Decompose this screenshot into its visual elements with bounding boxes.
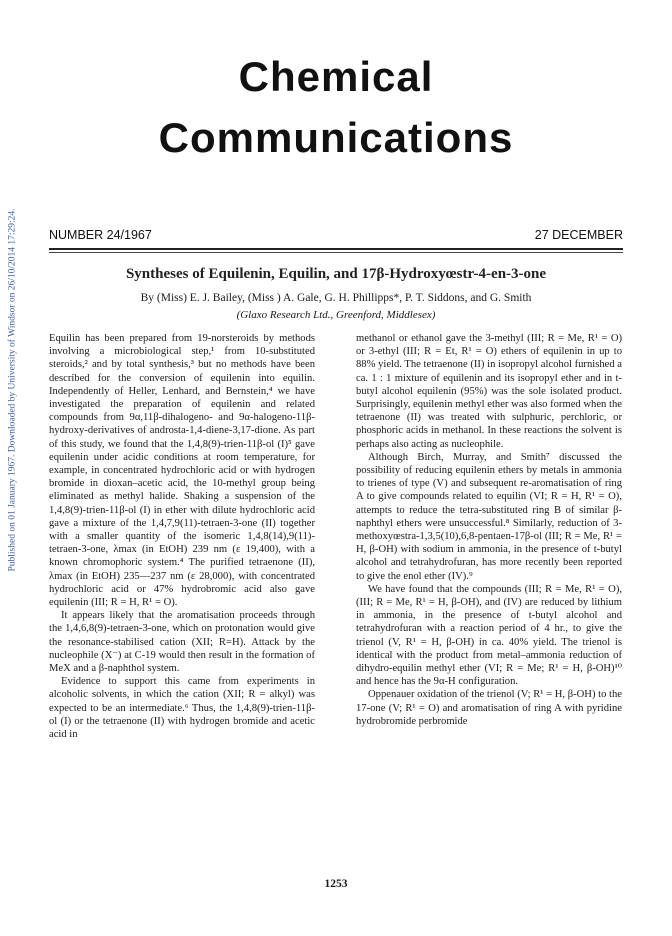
issue-number: NUMBER 24/1967 [49, 228, 152, 242]
article-title: Syntheses of Equilenin, Equilin, and 17β-Hydroxyœstr-4-en-3-one [125, 266, 547, 282]
paragraph: We have found that the compounds (III; R = Me, R¹ = O), (III; R = Me, R¹ = H, β-OH), and (IV) are reduced by lithium in ammonia, in the presence of t-butyl alcohol and tetrahydrofuran with a reaction period of 4 hr., to give the trienol (V, R¹ = H, β-OH) in ca. 40% yield. The trienol is identical with the product from metal–ammonia reduction of dihydro-equilin methyl ether (VI; R = Me; R¹ = H, β-OH)¹⁰ and hence has the 9α-H configuration. [356, 583, 622, 688]
paragraph: Evidence to support this came from experiments in alcoholic solvents, in which the cation (XII; R = alkyl) was expected to be an intermediate.⁶ Thus, the 1,4,8(9)-trien-11β-ol (I) or the tetraenone (II) with hydrogen bromide and acetic acid in [49, 676, 315, 741]
journal-masthead [0, 52, 672, 164]
issue-date: 27 DECEMBER [534, 228, 623, 242]
paragraph: It appears likely that the aromatisation proceeds through the 1,4,6,8(9)-tetraen-3-one, which on protonation would give the resonance-stabilised cation (XII; R=H). Attack by the nucleophile (X⁻) at C-19 would then result in the formation of MeX and a β-naphthol system. [49, 610, 315, 675]
body-column-left [49, 332, 315, 741]
journal-title-line1: Chemical [238, 53, 434, 100]
article-authors: By (Miss) E. J. Bailey, (Miss ) A. Gale, G. H. Phillipps*, P. T. Siddons, and G. Smith [140, 292, 532, 304]
paragraph: Equilin has been prepared from 19-norsteroids by methods involving a microbiological step,¹ from 10-substituted steroids,² and by total synthesis,³ but no methods have been described for the conversion of equilenin into equilin. Independently of Heller, Lenhard, and Bernstein,⁴ we have investigated the preparation of equilenin and related compounds from 9α,11β-dihalogeno- and 9α-halogeno-11β-hydroxy-derivatives of androsta-1,4-diene-3,17-dione. As part of this study, we found that the 1,4,8(9)-trien-11β-ol (I)⁵ gave equilenin under acidic conditions at room temperature, for example, in concentrated hydrochloric acid or with hydrogen bromide in dioxan–acetic acid, the 10-methyl group being eliminated as methyl halide. Shaking a suspension of the 1,4,8(9)-trien-11β-ol (I) in ether with dilute hydrochloric acid gave a mixture of the 1,4,7,9(11)-tetraen-3-one (II) together with a smaller quantity of the isomeric 1,4,8(14),9(11)-tetraen-3-one, λmax (in EtOH) 239 nm (ε 19,400), with a known chromophoric system.⁴ The purified tetraenone (II), λmax (in EtOH) 235—237 nm (ε 28,000), with concentrated hydrochloric acid or 47% hydrobromic acid also gave equilenin (III; R = H, R¹ = O). [49, 333, 315, 609]
download-notice-text: Published on 01 January 1967. Downloaded by University of Windsor on 26/10/2014 17:29:24. [8, 208, 18, 572]
paragraph: Oppenauer oxidation of the trienol (V; R¹ = H, β-OH) to the 17-one (V; R¹ = O) and aromatisation of ring A with pyridine hydrobromide perbromide [356, 689, 622, 727]
article-affiliation: (Glaxo Research Ltd., Greenford, Middlesex) [236, 309, 436, 321]
page-number: 1253 [324, 878, 348, 890]
download-notice [6, 150, 20, 630]
header-rule-thin [49, 252, 623, 253]
paragraph: methanol or ethanol gave the 3-methyl (III; R = Me, R¹ = O) or 3-ethyl (III; R = Et, R¹ = O) ethers of equilenin in up to 88% yield. The tetraenone (II) in isopropyl alcohol furnished a ca. 1 : 1 mixture of equilenin and its isopropyl ether and in t-butyl alcohol equilenin (95%) was the sole isolated product. Surprisingly, equilenin methyl ether was also formed when the tetraenone (II) was treated with sulphuric, perchloric, or phosphoric acids in methanol. In these reactions the solvent is perhaps also acting as nucleophile. [356, 333, 622, 450]
header-rule-thick [49, 248, 623, 250]
issue-bar [49, 228, 623, 242]
paragraph: Although Birch, Murray, and Smith⁷ discussed the possibility of reducing equilenin ethers by metals in ammonia to trienes of type (V) and subsequent re-aromatisation of ring A to give compounds related to equilin (VI; R = H, R¹ = O), attempts to reduce the tetra-substituted ring B of similar β-naphthyl ethers were unsuccessful.⁸ Similarly, reduction of 3-methoxyœstra-1,3,5(10),6,8-pentaen-17β-ol (III; R = Me, R¹ = H, β-OH) with sodium in ammonia, in the presence of t-butyl alcohol and tetrahydrofuran, has more recently been reported to give the enol ether (IV).⁹ [356, 451, 622, 582]
journal-title-line2: Communications [158, 114, 514, 161]
body-column-right [356, 332, 622, 728]
